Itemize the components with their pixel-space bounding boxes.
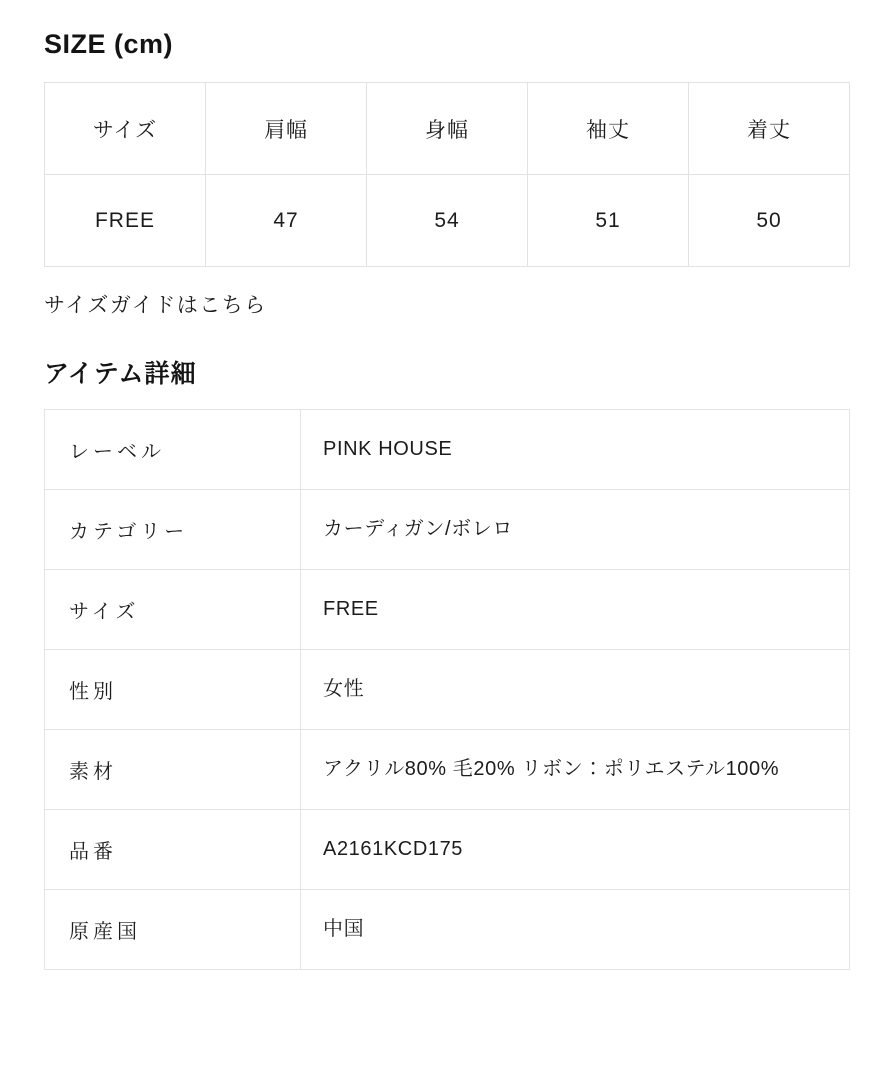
detail-value: アクリル80% 毛20% リボン：ポリエステル100%: [301, 730, 850, 810]
detail-value: カーディガン/ボレロ: [301, 490, 850, 570]
detail-value: PINK HOUSE: [301, 410, 850, 490]
detail-label: 素材: [45, 730, 301, 810]
size-table-header-row: [45, 83, 850, 175]
size-table-header-cell: 着丈: [689, 83, 850, 175]
size-table-cell: 50: [689, 175, 850, 267]
detail-label: 原産国: [45, 890, 301, 970]
size-table-cell: 54: [367, 175, 528, 267]
size-table-header-cell: 身幅: [367, 83, 528, 175]
detail-value: A2161KCD175: [301, 810, 850, 890]
size-table-cell: 51: [528, 175, 689, 267]
item-detail-table: [44, 409, 850, 970]
size-table: [44, 82, 850, 267]
table-row: [45, 490, 850, 570]
item-detail-heading: アイテム詳細: [44, 360, 197, 389]
size-table-header-cell: 袖丈: [528, 83, 689, 175]
size-section-heading: SIZE (cm): [44, 29, 174, 59]
table-row: [45, 570, 850, 650]
size-table-cell: 47: [206, 175, 367, 267]
size-table-header-cell: サイズ: [45, 83, 206, 175]
size-table-header-cell: 肩幅: [206, 83, 367, 175]
detail-value: FREE: [301, 570, 850, 650]
table-row: [45, 730, 850, 810]
table-row: [45, 410, 850, 490]
size-table-cell: FREE: [45, 175, 206, 267]
detail-value: 女性: [301, 650, 850, 730]
table-row: [45, 810, 850, 890]
table-row: [45, 650, 850, 730]
detail-label: カテゴリー: [45, 490, 301, 570]
table-row: [45, 890, 850, 970]
size-guide-link[interactable]: サイズガイドはこちら: [44, 294, 267, 318]
detail-value: 中国: [301, 890, 850, 970]
detail-label: レーベル: [45, 410, 301, 490]
detail-label: 性別: [45, 650, 301, 730]
detail-label: サイズ: [45, 570, 301, 650]
detail-label: 品番: [45, 810, 301, 890]
size-table-row: [45, 175, 850, 267]
